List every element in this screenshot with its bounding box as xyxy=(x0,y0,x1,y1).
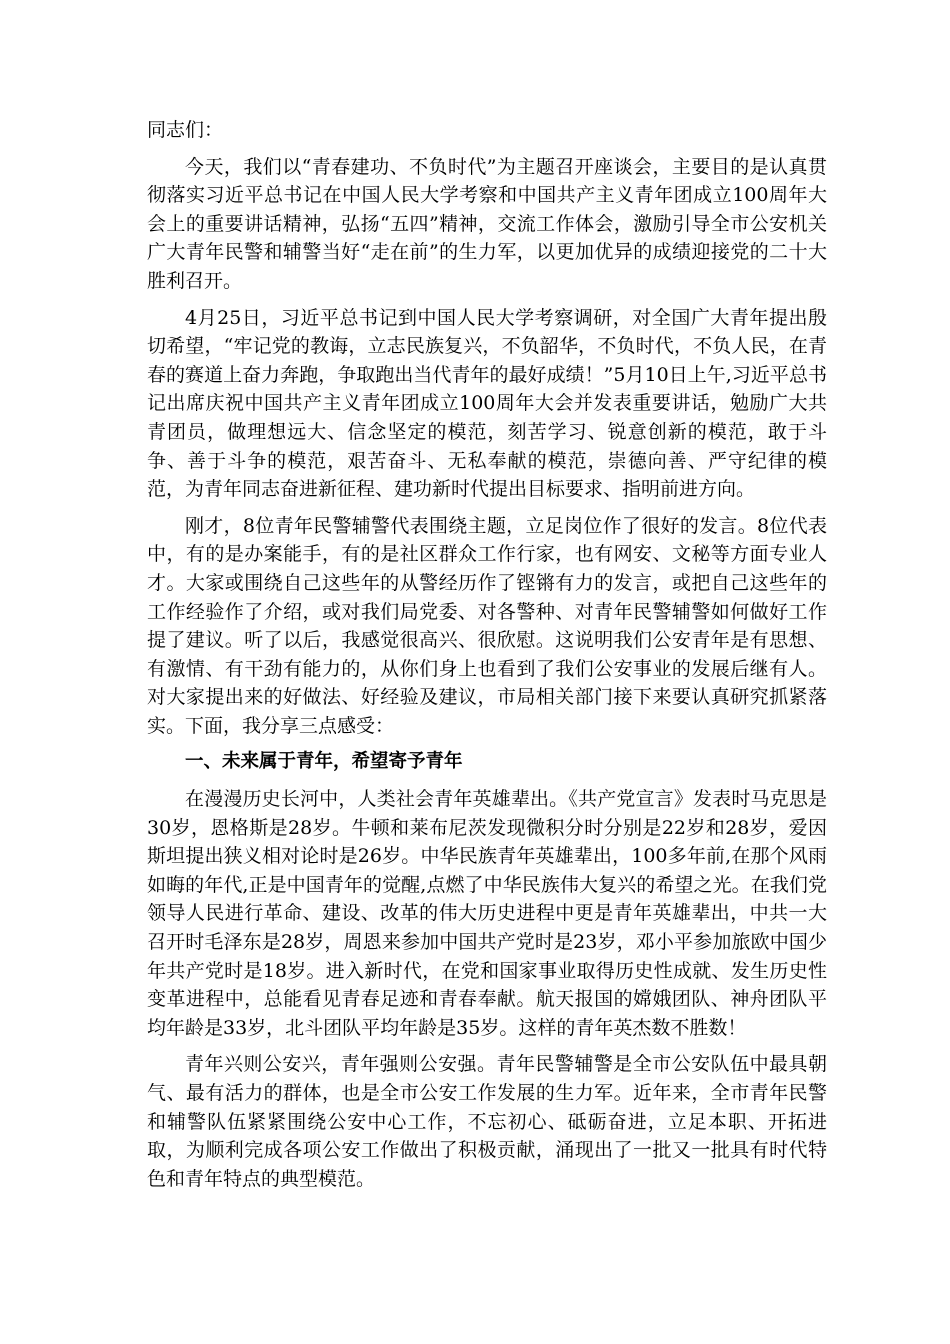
salutation: 同志们： xyxy=(147,119,224,141)
paragraph-youth-police: 青年兴则公安兴，青年强则公安强。青年民警辅警是全市公安队伍中最具朝气、最有活力的群体，也是全市公安工作发展的生力军。近年来，全市青年民警和辅警队伍紧紧围绕公安中心工作，不忘初心、砥砺奋进，立足本职、开拓进取，为顺利完成各项公安工作做出了积极贡献，涌现出了一批又一批具有时代特色和青年特点的典型模范。 xyxy=(147,1053,827,1190)
section-heading-1: 一、未来属于青年，希望寄予青年 xyxy=(185,751,463,773)
paragraph-representatives: 刚才，8位青年民警辅警代表围绕主题，立足岗位作了很好的发言。8位代表中，有的是办案能手，有的是社区群众工作行家，也有网安、文秘等方面专业人才。大家或围绕自己这些年的从警经历作了铿锵有力的发言，或把自己这些年的工作经验作了介绍，或对我们局党委、对各警种、对青年民警辅警如何做好工作提了建议。听了以后，我感觉很高兴、很欣慰。这说明我们公安青年是有思想、有激情、有干劲有能力的，从你们身上也看到了我们公安事业的发展后继有人。对大家提出来的好做法、好经验及建议，市局相关部门接下来要认真研究抓紧落实。下面，我分享三点感受： xyxy=(147,514,827,737)
document-body xyxy=(147,116,827,1201)
paragraph-opening: 今天，我们以“青春建功、不负时代”为主题召开座谈会，主要目的是认真贯彻落实习近平总书记在中国人民大学考察和中国共产主义青年团成立100周年大会上的重要讲话精神，弘扬“五四”精神，交流工作体会，激励引导全市公安机关广大青年民警和辅警当好“走在前”的生力军，以更加优异的成绩迎接党的二十大胜利召开。 xyxy=(147,155,827,292)
paragraph-april-25: 4月25日，习近平总书记到中国人民大学考察调研，对全国广大青年提出殷切希望，“牢记党的教诲，立志民族复兴，不负韶华，不负时代，不负人民，在青春的赛道上奋力奔跑，争取跑出当代青年的最好成绩！”5月10日上午,习近平总书记出席庆祝中国共产主义青年团成立100周年大会并发表重要讲话，勉励广大共青团员，做理想远大、信念坚定的模范，刻苦学习、锐意创新的模范，敢于斗争、善于斗争的模范，艰苦奋斗、无私奉献的模范，崇德向善、严守纪律的模范，为青年同志奋进新征程、建功新时代提出目标要求、指明前进方向。 xyxy=(147,306,827,501)
paragraph-history: 在漫漫历史长河中，人类社会青年英雄辈出。《共产党宣言》发表时马克思是30岁，恩格斯是28岁。牛顿和莱布尼茨发现微积分时分别是22岁和28岁，爱因斯坦提出狭义相对论时是26岁。中华民族青年英雄辈出，100多年前,在那个风雨如晦的年代,正是中国青年的觉醒,点燃了中华民族伟大复兴的希望之光。在我们党领导人民进行革命、建设、改革的伟大历史进程中更是青年英雄辈出，中共一大召开时毛泽东是28岁，周恩来参加中国共产党时是23岁，邓小平参加旅欧中国少年共产党时是18岁。进入新时代，在党和国家事业取得历史性成就、发生历史性变革进程中，总能看见青春足迹和青春奉献。航天报国的嫦娥团队、神舟团队平均年龄是33岁，北斗团队平均年龄是35岁。这样的青年英杰数不胜数！ xyxy=(147,788,827,1039)
